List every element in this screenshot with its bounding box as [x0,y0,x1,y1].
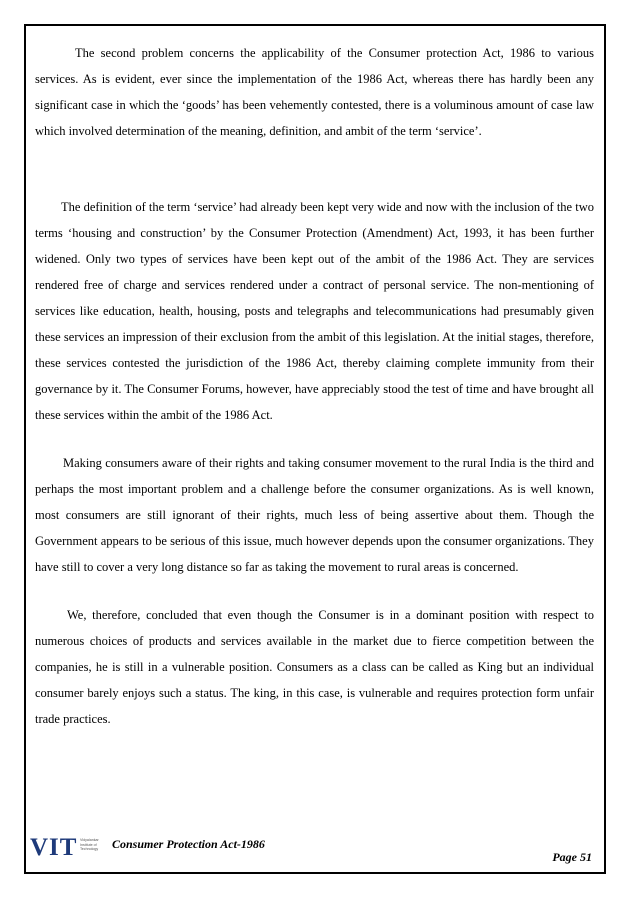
logo-caption: Vidyalankar Institute of Technology [80,838,99,852]
page-number: Page 51 [552,850,592,864]
paragraph-service-applicability: The second problem concerns the applicability of the Consumer protection Act, 1986 to various services. As is evident, ever since the implementation of the 1986 Act, whereas there has hardly been any significant case in which the ‘goods’ has been vehemently contested, there is a voluminous amount of case law which involved determination of the meaning, definition, and ambit of the term ‘service’. [35,46,594,138]
document-body [35,40,594,732]
paragraph-consumer-awareness: Making consumers aware of their rights and taking consumer movement to the rural India is the third and perhaps the most important problem and a challenge before the consumer organizations. As is well known, most consumers are still ignorant of their rights, much less of being assertive about them. Though the Government appears to be serious of this issue, much however depends upon the consumer organizations. They have still to cover a very long distance so far as taking the movement to rural areas is concerned. [35,456,594,574]
paragraph-conclusion: We, therefore, concluded that even though the Consumer is in a dominant position with respect to numerous choices of products and services available in the market due to fierce competition between the companies, he is still in a vulnerable position. Consumers as a class can be called as King but an individual consumer barely enjoys such a status. The king, in this case, is vulnerable and requires protection form unfair trade practices. [35,608,594,726]
vit-logo [30,836,102,862]
paragraph-service-definition: The definition of the term ‘service’ had already been kept very wide and now with the inclusion of the two terms ‘housing and construction’ by the Consumer Protection (Amendment) Act, 1993, it has been further widened. Only two types of services have been kept out of the ambit of the 1986 Act. They are services rendered free of charge and services rendered under a contract of personal service. The non-mentioning of services like education, health, housing, posts and telegraphs and telecommunications had presumably given these services an impression of their exclusion from the ambit of this legislation. At the initial stages, therefore, these services contested the jurisdiction of the 1986 Act, thereby claiming complete immunity from their governance by it. The Consumer Forums, however, have appreciably stood the test of time and have brought all these services within the ambit of the 1986 Act. [35,200,594,422]
page-footer [30,828,596,868]
logo-letters: VIT [30,834,78,861]
footer-title: Consumer Protection Act-1986 [112,837,265,851]
